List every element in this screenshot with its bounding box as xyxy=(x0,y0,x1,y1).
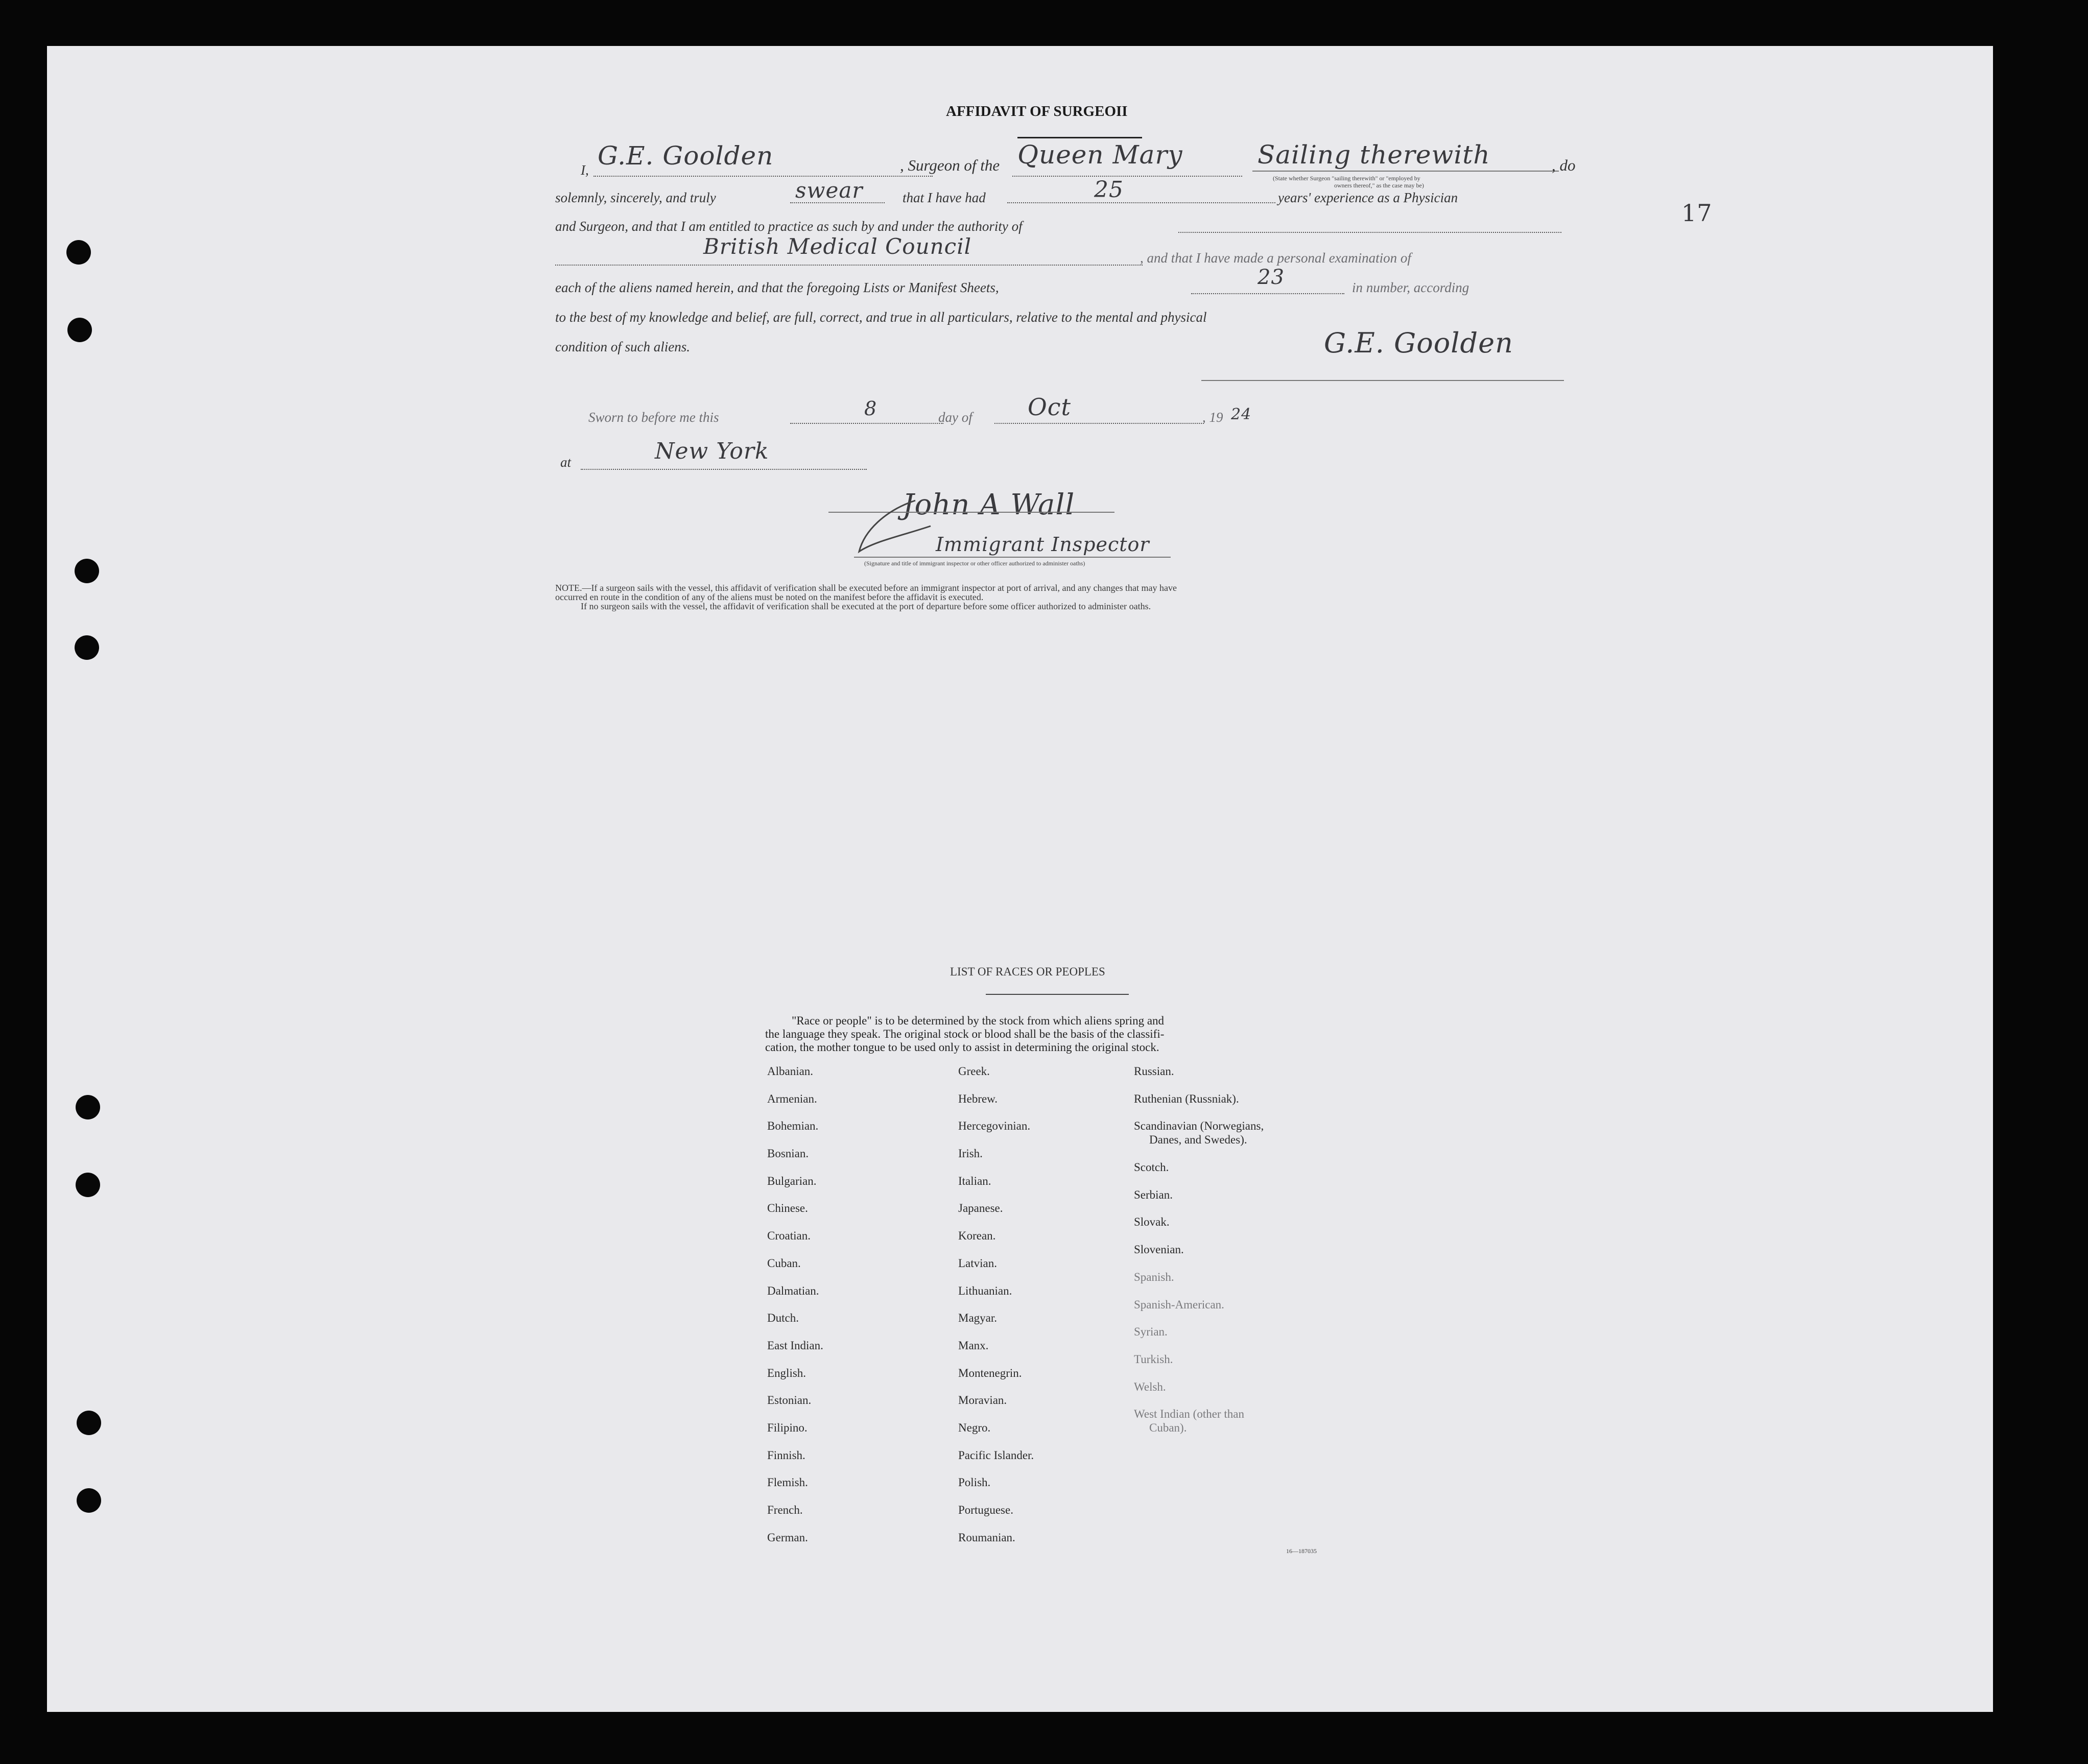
surgeon-of-label: , Surgeon of the xyxy=(900,156,1000,174)
race-item: Scandinavian (Norwegians, xyxy=(1134,1119,1264,1133)
binder-hole xyxy=(77,1488,101,1513)
surgeon-name-line xyxy=(594,176,933,177)
races-title: LIST OF RACES OR PEOPLES xyxy=(950,965,1105,978)
race-item: Manx. xyxy=(958,1339,989,1352)
binder-hole xyxy=(76,1173,100,1197)
signature-line xyxy=(1201,380,1564,381)
affidavit-title: AFFIDAVIT OF SURGEOII xyxy=(946,103,1128,120)
race-item: Latvian. xyxy=(958,1256,997,1270)
race-item: Flemish. xyxy=(767,1476,808,1489)
vessel-name: Queen Mary xyxy=(1017,140,1183,170)
race-item: Dalmatian. xyxy=(767,1284,819,1297)
line4-suffix: , and that I have made a personal examination of xyxy=(1140,250,1411,266)
race-item: East Indian. xyxy=(767,1339,823,1352)
year-prefix: , 19 xyxy=(1202,410,1223,425)
race-item: Magyar. xyxy=(958,1312,998,1325)
surgeon-signature: G.E. Goolden xyxy=(1324,327,1513,359)
signature-flourish xyxy=(854,495,946,557)
at-label: at xyxy=(560,455,572,470)
race-item: Pacific Islander. xyxy=(958,1448,1034,1462)
race-item: Spanish. xyxy=(1134,1270,1174,1283)
race-item: Korean. xyxy=(958,1229,996,1243)
inspector-signature: John A Wall xyxy=(903,488,1075,521)
race-item: English. xyxy=(767,1366,806,1379)
signature-caption: (Signature and title of immigrant inspector or other officer authorized to administer oaths) xyxy=(864,560,1085,567)
line6: to the best of my knowledge and belief, are full, correct, and true in all particulars, relative to the mental and physical xyxy=(555,309,1207,325)
races-column-1 xyxy=(767,1064,823,1558)
capacity-line xyxy=(1252,171,1559,172)
race-item: Negro. xyxy=(958,1421,991,1434)
race-item: Croatian. xyxy=(767,1229,811,1243)
note-line-3: If no surgeon sails with the vessel, the affidavit of verification shall be executed at the port of departure before some officer authorized to administer oaths. xyxy=(581,601,1151,611)
race-item: Montenegrin. xyxy=(958,1366,1022,1379)
race-item: Bulgarian. xyxy=(767,1174,817,1187)
sheets-line xyxy=(1191,293,1344,294)
line3-fill xyxy=(1178,232,1561,233)
race-item: Dutch. xyxy=(767,1312,799,1325)
races-column-3 xyxy=(1134,1064,1264,1435)
race-item: Moravian. xyxy=(958,1394,1007,1407)
line2-prefix: solemnly, sincerely, and truly xyxy=(555,190,716,205)
race-item: Syrian. xyxy=(1134,1325,1168,1339)
race-item: Russian. xyxy=(1134,1065,1174,1078)
race-item: French. xyxy=(767,1504,803,1516)
line2-mid: that I have had xyxy=(903,190,986,205)
race-item: Filipino. xyxy=(767,1421,808,1434)
licensing-authority: British Medical Council xyxy=(703,234,972,259)
races-intro-3: cation, the mother tongue to be used only to assist in determining the original stock. xyxy=(765,1041,1159,1054)
oath-word: swear xyxy=(795,178,863,203)
race-item: Japanese. xyxy=(958,1202,1003,1215)
race-item: Polish. xyxy=(958,1476,991,1489)
title-rule xyxy=(1017,137,1142,138)
race-item: Portuguese. xyxy=(958,1504,1013,1516)
race-item: Estonian. xyxy=(767,1394,812,1407)
race-item: Irish. xyxy=(958,1147,983,1160)
vessel-line xyxy=(1012,176,1242,177)
race-item: Armenian. xyxy=(767,1092,817,1105)
races-column-2 xyxy=(958,1064,1034,1558)
binder-hole xyxy=(75,635,99,660)
race-item: Lithuanian. xyxy=(958,1284,1012,1297)
line5-prefix: each of the aliens named herein, and that the foregoing Lists or Manifest Sheets, xyxy=(555,280,999,295)
race-item: Scotch. xyxy=(1134,1161,1169,1174)
capacity-note-2: owners thereof," as the case may be) xyxy=(1334,182,1424,189)
form-number: 16—187035 xyxy=(1286,1547,1317,1555)
note-line-2: occurred en route in the condition of any of the aliens must be noted on the manifest before the affidavit is executed. xyxy=(555,592,984,602)
page-number: 17 xyxy=(1681,199,1713,227)
years-experience: 25 xyxy=(1094,177,1124,203)
place-line xyxy=(581,469,867,470)
race-item: Turkish. xyxy=(1134,1352,1173,1366)
race-item: Roumanian. xyxy=(958,1531,1015,1544)
do-label: , do xyxy=(1552,156,1576,174)
race-item: German. xyxy=(767,1531,808,1544)
race-item: Cuban. xyxy=(767,1256,801,1270)
races-intro-2: the language they speak. The original stock or blood shall be the basis of the classifi- xyxy=(765,1028,1165,1040)
binder-hole xyxy=(75,559,99,583)
line5-suffix: in number, according xyxy=(1352,280,1469,295)
binder-hole xyxy=(66,240,91,265)
race-item: Bohemian. xyxy=(767,1119,819,1133)
manifest-sheets-count: 23 xyxy=(1257,266,1285,289)
race-item: Italian. xyxy=(958,1174,991,1187)
race-item: Chinese. xyxy=(767,1202,808,1215)
race-item: Cuban). xyxy=(1149,1421,1187,1435)
document-sheet xyxy=(47,46,1993,1712)
races-title-rule xyxy=(986,994,1129,995)
inspector-title-line xyxy=(854,557,1171,558)
race-item: Slovak. xyxy=(1134,1215,1170,1229)
day-line xyxy=(790,423,943,424)
oath-line xyxy=(790,202,885,203)
sworn-prefix: Sworn to before me this xyxy=(588,410,719,425)
race-item: Hercegovinian. xyxy=(958,1119,1031,1133)
year-suffix: 24 xyxy=(1231,406,1252,423)
years-line xyxy=(1007,202,1275,203)
binder-hole xyxy=(77,1411,101,1435)
line1-prefix: I, xyxy=(581,162,589,178)
race-item: Albanian. xyxy=(767,1065,814,1078)
surgeon-name: G.E. Goolden xyxy=(598,141,774,171)
surgeon-capacity: Sailing therewith xyxy=(1257,140,1490,170)
sworn-month: Oct xyxy=(1028,393,1071,421)
race-item: Spanish-American. xyxy=(1134,1298,1224,1311)
race-item: Finnish. xyxy=(767,1448,805,1462)
line7: condition of such aliens. xyxy=(555,339,690,354)
race-item: Welsh. xyxy=(1134,1380,1166,1393)
authority-line xyxy=(555,265,1143,266)
month-line xyxy=(994,423,1204,424)
binder-hole xyxy=(76,1095,100,1119)
binder-hole xyxy=(67,318,92,342)
sworn-day: 8 xyxy=(864,397,877,420)
race-item: Bosnian. xyxy=(767,1147,809,1160)
note-line-1: NOTE.—If a surgeon sails with the vessel, this affidavit of verification shall be executed before an immigrant inspector at port of arrival, and any changes that may have xyxy=(555,583,1177,593)
inspector-title: Immigrant Inspector xyxy=(936,533,1150,556)
race-item: West Indian (other than xyxy=(1134,1408,1244,1421)
race-item: Hebrew. xyxy=(958,1092,998,1105)
race-item: Ruthenian (Russniak). xyxy=(1134,1092,1239,1105)
line3: and Surgeon, and that I am entitled to practice as such by and under the authority of xyxy=(555,219,1023,234)
race-item: Danes, and Swedes). xyxy=(1149,1133,1247,1147)
race-item: Greek. xyxy=(958,1065,990,1078)
capacity-note: (State whether Surgeon "sailing therewith" or "employed by xyxy=(1273,175,1420,182)
race-item: Slovenian. xyxy=(1134,1243,1184,1256)
race-item: Serbian. xyxy=(1134,1188,1173,1201)
sworn-place: New York xyxy=(655,438,769,464)
races-intro-1: "Race or people" is to be determined by the stock from which aliens spring and xyxy=(792,1014,1165,1027)
line2-suffix: years' experience as a Physician xyxy=(1278,190,1458,205)
day-of-label: day of xyxy=(938,410,972,425)
